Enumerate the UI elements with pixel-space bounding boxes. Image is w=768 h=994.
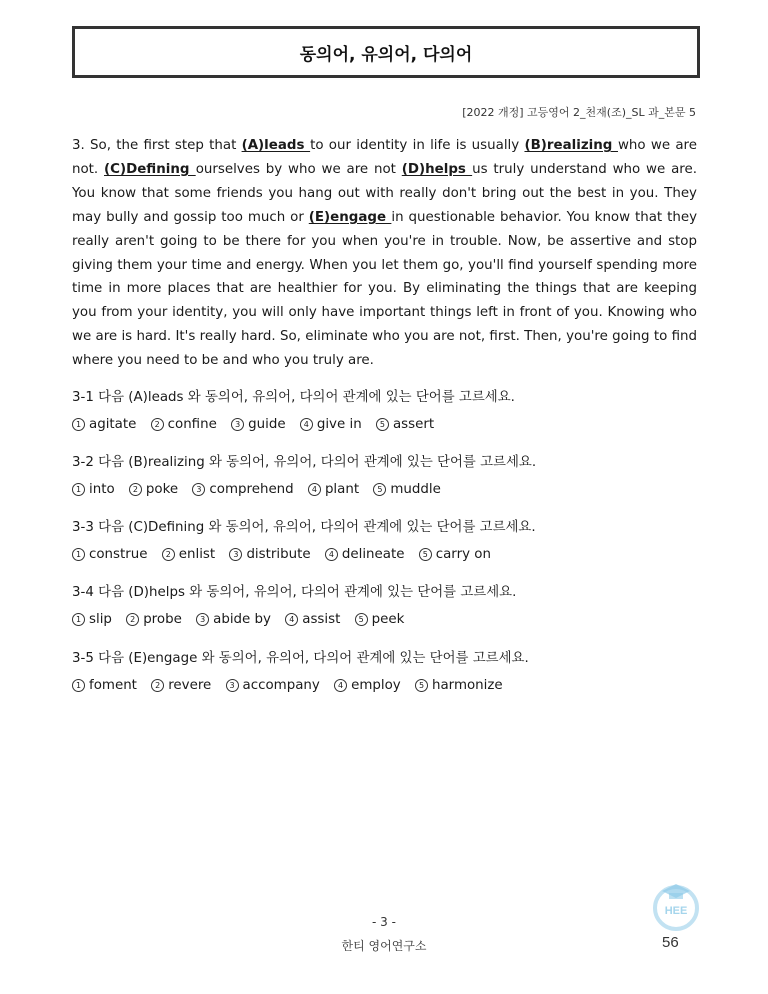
option-number-icon: 5 bbox=[373, 483, 386, 496]
option-text: delineate bbox=[341, 547, 405, 562]
target-word-e: (E)engage bbox=[308, 209, 392, 225]
question-block bbox=[72, 453, 697, 500]
passage bbox=[72, 134, 697, 373]
option[interactable] bbox=[72, 612, 112, 627]
option-number-icon: 4 bbox=[334, 679, 347, 692]
target-word-d: (D)helps bbox=[401, 161, 473, 177]
question-prompt: 3-2 다음 (B)realizing 와 동의어, 유의어, 다의어 관계에 있는 단어를 고르세요. bbox=[72, 455, 537, 470]
option-text: revere bbox=[168, 678, 212, 693]
option-number-icon: 4 bbox=[285, 613, 298, 626]
options-row bbox=[72, 480, 697, 500]
option[interactable] bbox=[192, 482, 293, 497]
option-text: confine bbox=[167, 417, 217, 432]
passage-text: 3. So, the first step that bbox=[72, 138, 242, 153]
option-text: guide bbox=[248, 417, 286, 432]
option-number-icon: 2 bbox=[129, 483, 142, 496]
option-number-icon: 3 bbox=[226, 679, 239, 692]
option[interactable] bbox=[285, 612, 340, 627]
option-text: peek bbox=[371, 612, 405, 627]
option-number-icon: 2 bbox=[151, 679, 164, 692]
option[interactable] bbox=[334, 678, 401, 693]
option[interactable] bbox=[196, 612, 271, 627]
question-prompt: 3-5 다음 (E)engage 와 동의어, 유의어, 다의어 관계에 있는 단어를 고르세요. bbox=[72, 651, 529, 666]
option[interactable] bbox=[126, 612, 182, 627]
option-text: construe bbox=[89, 547, 148, 562]
option-number-icon: 5 bbox=[419, 548, 432, 561]
option-number-icon: 1 bbox=[72, 679, 85, 692]
passage-text: us truly understand who we are. You know that some friends you hang out with really don't bring out the best in you. They may bully and gossip too much or bbox=[72, 161, 697, 225]
option[interactable] bbox=[373, 482, 441, 497]
option[interactable] bbox=[129, 482, 178, 497]
passage-text: who we are not. bbox=[72, 138, 697, 177]
option-text: carry on bbox=[435, 547, 491, 562]
option-text: accompany bbox=[242, 678, 320, 693]
option-number-icon: 4 bbox=[300, 418, 313, 431]
option-text: probe bbox=[143, 612, 182, 627]
option[interactable] bbox=[229, 547, 310, 562]
question-block bbox=[72, 649, 697, 696]
target-word-b: (B)realizing bbox=[524, 138, 618, 153]
option[interactable] bbox=[72, 547, 148, 562]
option-text: poke bbox=[145, 482, 179, 497]
passage-text: ourselves by who we are not bbox=[195, 161, 402, 177]
option[interactable] bbox=[72, 417, 136, 432]
option-number-icon: 1 bbox=[72, 418, 85, 431]
footer-org: 한티 영어연구소 bbox=[341, 939, 427, 953]
option-number-icon: 4 bbox=[325, 548, 338, 561]
option[interactable] bbox=[419, 547, 491, 562]
option-number-icon: 2 bbox=[151, 418, 164, 431]
option[interactable] bbox=[415, 678, 503, 693]
passage-text: to our identity in life is usually bbox=[310, 138, 525, 153]
option-text: foment bbox=[89, 678, 137, 693]
option[interactable] bbox=[325, 547, 405, 562]
option-number-icon: 1 bbox=[72, 483, 85, 496]
option-number-icon: 3 bbox=[192, 483, 205, 496]
question-block bbox=[72, 583, 697, 630]
option[interactable] bbox=[231, 417, 285, 432]
option[interactable] bbox=[355, 612, 405, 627]
option[interactable] bbox=[72, 678, 137, 693]
option[interactable] bbox=[376, 417, 434, 432]
source-label: [2022 개정] 고등영어 2_천재(조)_SL 과_본문 5 bbox=[462, 106, 696, 119]
option-text: assert bbox=[392, 417, 435, 432]
option-text: muddle bbox=[390, 482, 441, 497]
page-title-text: 동의어, 유의어, 다의어 bbox=[299, 44, 473, 65]
question-prompt: 3-4 다음 (D)helps 와 동의어, 유의어, 다의어 관계에 있는 단어를 고르세요. bbox=[72, 585, 517, 600]
option-number-icon: 1 bbox=[72, 613, 85, 626]
option-text: employ bbox=[351, 678, 401, 693]
option[interactable] bbox=[72, 482, 115, 497]
option[interactable] bbox=[226, 678, 320, 693]
option[interactable] bbox=[300, 417, 362, 432]
option-number-icon: 3 bbox=[196, 613, 209, 626]
options-row bbox=[72, 610, 697, 630]
options-row bbox=[72, 415, 697, 435]
option-number-icon: 5 bbox=[355, 613, 368, 626]
options-row bbox=[72, 545, 697, 565]
option[interactable] bbox=[151, 417, 217, 432]
question-block bbox=[72, 518, 697, 565]
option-number-icon: 3 bbox=[231, 418, 244, 431]
option-number-icon: 2 bbox=[126, 613, 139, 626]
option-number-icon: 5 bbox=[376, 418, 389, 431]
option-text: agitate bbox=[89, 417, 137, 432]
option-text: comprehend bbox=[209, 482, 294, 497]
passage-text: in questionable behavior. You know that they really aren't going to be there for you when you're in trouble. Now, be assertive and stop giving them your time and energy. When you let them go, you'll find yourself spending more time in more places that are healthier for you. By eliminating the things that are keeping you from your identity, you will only have important things left in front of you. Knowing who we are is hard. It's really hard. So, eliminate who you are not, first. Then, you're going to find where you need to be and who you truly are. bbox=[72, 209, 698, 369]
option-number-icon: 4 bbox=[308, 483, 321, 496]
option-text: give in bbox=[316, 417, 362, 432]
question-prompt: 3-1 다음 (A)leads 와 동의어, 유의어, 다의어 관계에 있는 단어를 고르세요. bbox=[72, 390, 515, 405]
option[interactable] bbox=[162, 547, 215, 562]
option-number-icon: 1 bbox=[72, 548, 85, 561]
option-text: assist bbox=[302, 612, 341, 627]
page-title bbox=[72, 26, 700, 78]
option[interactable] bbox=[308, 482, 359, 497]
question-prompt: 3-3 다음 (C)Defining 와 동의어, 유의어, 다의어 관계에 있는 단어를 고르세요. bbox=[72, 520, 536, 535]
option-text: harmonize bbox=[431, 678, 503, 693]
footer-count: 56 bbox=[662, 934, 679, 951]
option[interactable] bbox=[151, 678, 211, 693]
option-text: enlist bbox=[178, 547, 216, 562]
option-text: abide by bbox=[213, 612, 271, 627]
option-text: slip bbox=[89, 612, 112, 627]
question-block bbox=[72, 388, 697, 435]
option-number-icon: 3 bbox=[229, 548, 242, 561]
option-text: into bbox=[89, 482, 115, 497]
page-number: - 3 - bbox=[372, 915, 396, 929]
option-number-icon: 5 bbox=[415, 679, 428, 692]
target-word-c: (C)Defining bbox=[104, 161, 196, 177]
option-text: distribute bbox=[246, 547, 311, 562]
option-text: plant bbox=[324, 482, 360, 497]
logo-text: HEE bbox=[664, 905, 688, 917]
option-number-icon: 2 bbox=[162, 548, 175, 561]
target-word-a: (A)leads bbox=[241, 138, 311, 153]
options-row bbox=[72, 676, 697, 696]
